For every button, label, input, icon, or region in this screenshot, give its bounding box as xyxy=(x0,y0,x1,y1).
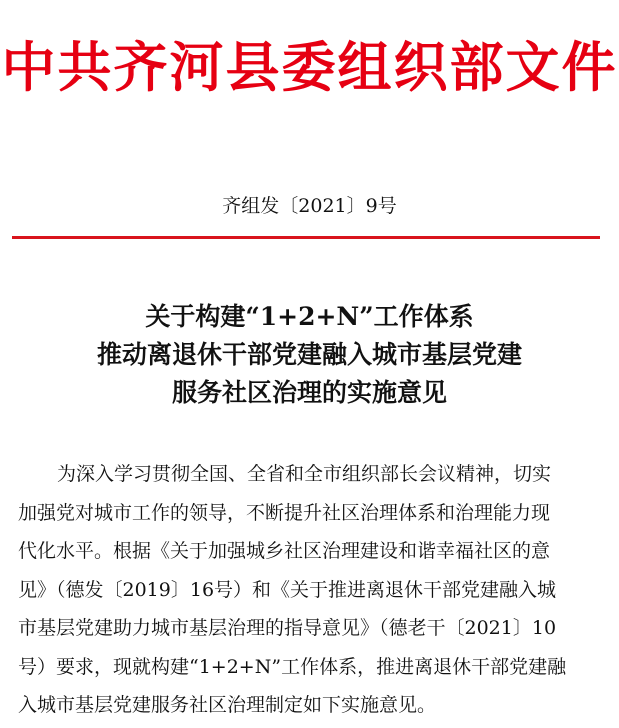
document-title-line-3: 服务社区治理的实施意见 xyxy=(171,378,447,407)
body-line-5: 市基层党建助力城市基层治理的指导意见》（德老干〔2021〕10 xyxy=(18,617,557,639)
document-title xyxy=(0,298,619,412)
body-paragraph xyxy=(18,455,608,725)
red-divider-line xyxy=(12,236,600,239)
body-line-2: 加强党对城市工作的领导，不断提升社区治理体系和治理能力现 xyxy=(18,501,551,524)
body-line-3: 代化水平。根据《关于加强城乡社区治理建设和谐幸福社区的意 xyxy=(18,540,551,562)
document-number: 齐组发〔2021〕9号 xyxy=(222,195,397,217)
body-line-7: 入城市基层党建服务社区治理制定如下实施意见。 xyxy=(18,694,437,716)
document-title-line-1: 关于构建“1+2+N”工作体系 xyxy=(145,302,474,331)
document-title-line-2: 推动离退休干部党建融入城市基层党建 xyxy=(96,340,522,369)
document-header-title: 中共齐河县委组织部文件 xyxy=(1,36,618,99)
body-line-4: 见》（德发〔2019〕16号）和《关于推进离退休干部党建融入城 xyxy=(18,578,557,601)
body-line-1: 为深入学习贯彻全国、全省和全市组织部长会议精神，切实 xyxy=(57,463,552,485)
body-line-6: 号）要求，现就构建“1+2+N”工作体系，推进离退休干部党建融 xyxy=(18,655,567,678)
